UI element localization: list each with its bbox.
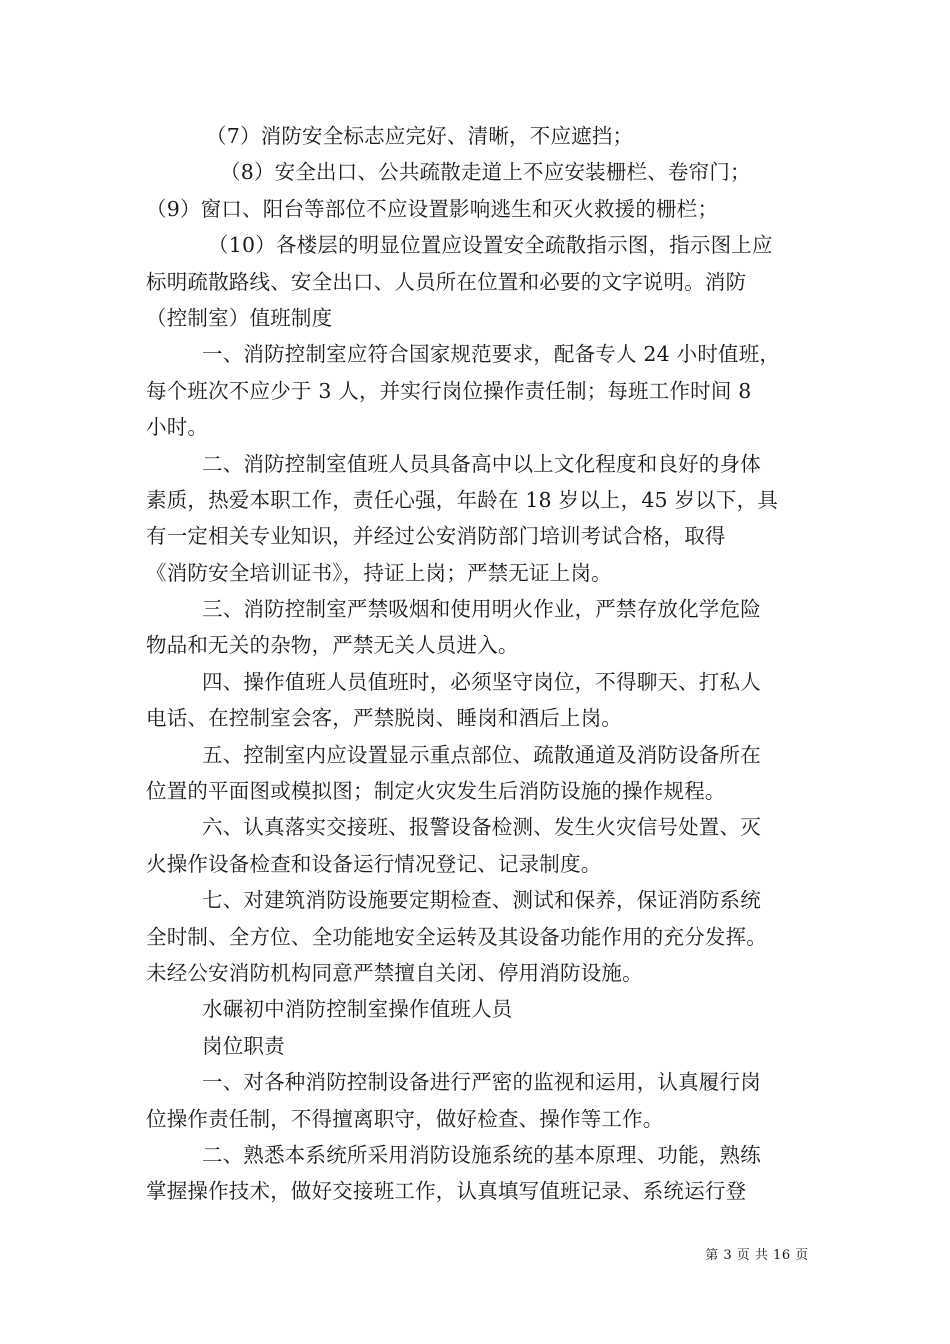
text-line: 掌握操作技术，做好交接班工作，认真填写值班记录、系统运行登 [146, 1179, 747, 1204]
text-line: 一、对各种消防控制设备进行严密的监视和运用，认真履行岗 [202, 1070, 761, 1095]
text-line: 素质，热爱本职工作，责任心强，年龄在 18 岁以上，45 岁以下，具 [146, 487, 779, 512]
text-line: 二、消防控制室值班人员具备高中以上文化程度和良好的身体 [202, 451, 761, 476]
text-line: （7）消防安全标志应完好、清晰，不应遮挡； [206, 124, 634, 148]
text-line: （10）各楼层的明显位置应设置安全疏散指示图，指示图上应 [208, 233, 773, 258]
text-line: 《消防安全培训证书》，持证上岗；严禁无证上岗。 [146, 560, 612, 585]
section-heading: 岗位职责 [202, 1033, 285, 1058]
page-footer [0, 1244, 950, 1263]
text-line: 未经公安消防机构同意严禁擅自关闭、停用消防设施。 [146, 960, 643, 985]
text-line: 标明疏散路线、安全出口、人员所在位置和必要的文字说明。消防 [146, 269, 747, 294]
text-line: （控制室）值班制度 [146, 305, 333, 330]
text-line: （8）安全出口、公共疏散走道上不应安装栅栏、卷帘门； [220, 160, 751, 185]
text-line: 全时制、全方位、全功能地安全运转及其设备功能作用的充分发挥。 [146, 924, 767, 949]
section-heading: 水碾初中消防控制室操作值班人员 [202, 997, 513, 1022]
text-line: 七、对建筑消防设施要定期检查、测试和保养，保证消防系统 [202, 888, 761, 913]
text-line: 有一定相关专业知识，并经过公安消防部门培训考试合格，取得 [146, 524, 726, 549]
text-line: 每个班次不应少于 3 人，并实行岗位操作责任制；每班工作时间 8 [146, 378, 752, 403]
text-line: 六、认真落实交接班、报警设备检测、发生火灾信号处置、灭 [202, 815, 761, 840]
document-body [146, 118, 826, 1210]
text-line: 火操作设备检查和设备运行情况登记、记录制度。 [146, 851, 602, 876]
text-line: 五、控制室内应设置显示重点部位、疏散通道及消防设备所在 [202, 742, 761, 767]
text-line: 位操作责任制，不得擅离职守，做好检查、操作等工作。 [146, 1106, 664, 1131]
text-line: 一、消防控制室应符合国家规范要求，配备专人 24 小时值班， [202, 342, 781, 367]
page-number: 第 3 页 共 16 页 [705, 1248, 809, 1263]
text-line: 小时。 [146, 415, 209, 440]
text-line: （9）窗口、阳台等部位不应设置影响逃生和灭火救援的栅栏； [146, 196, 719, 221]
text-line: 二、熟悉本系统所采用消防设施系统的基本原理、功能，熟练 [202, 1142, 761, 1167]
text-line: 三、消防控制室严禁吸烟和使用明火作业，严禁存放化学危险 [202, 597, 761, 622]
text-line: 物品和无关的杂物，严禁无关人员进入。 [146, 633, 519, 658]
text-line: 位置的平面图或模拟图；制定火灾发生后消防设施的操作规程。 [146, 779, 726, 804]
text-line: 四、操作值班人员值班时，必须坚守岗位，不得聊天、打私人 [202, 669, 761, 694]
text-line: 电话、在控制室会客，严禁脱岗、睡岗和酒后上岗。 [146, 706, 623, 731]
